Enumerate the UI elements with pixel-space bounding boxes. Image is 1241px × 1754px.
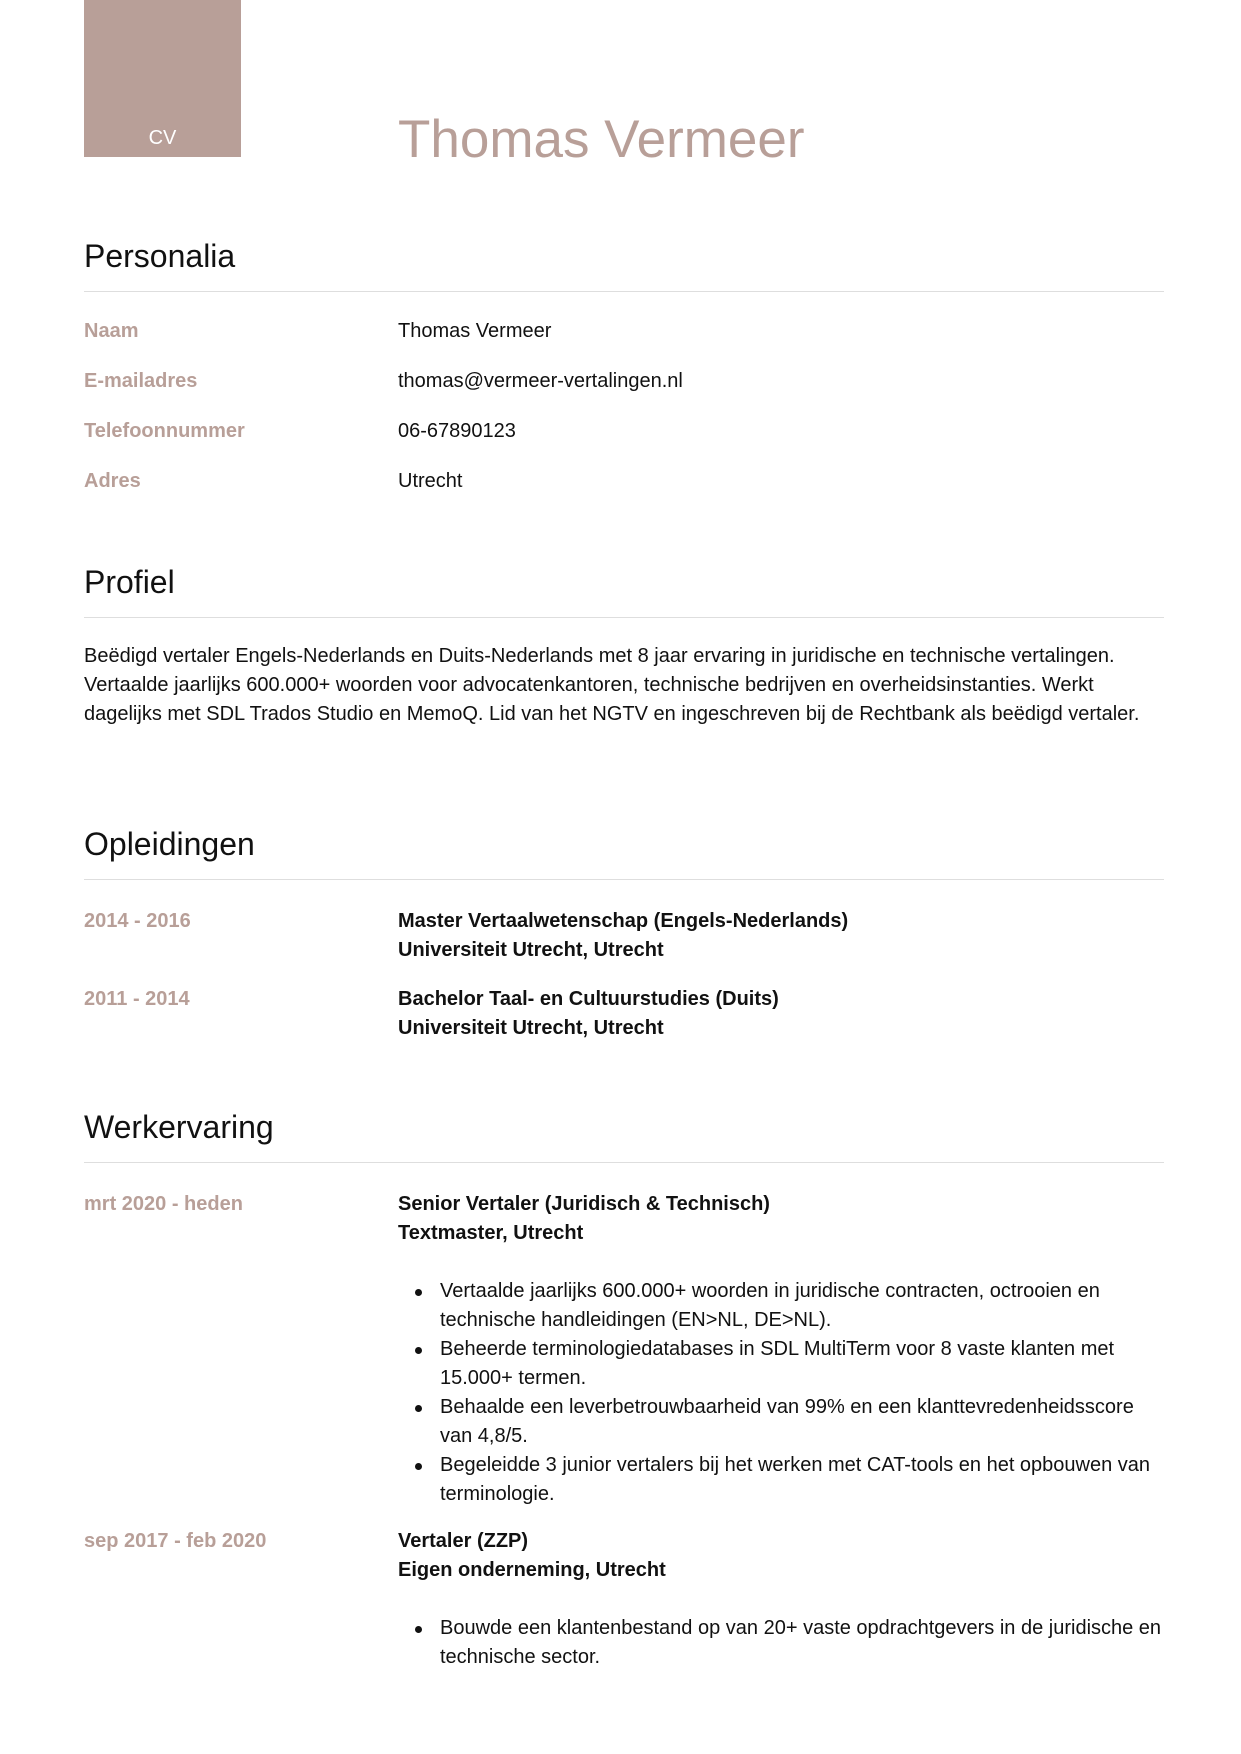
work-bullets [398, 1614, 1164, 1672]
list-item: Behaalde een leverbetrouwbaarheid van 99% en een klanttevredenheidsscore van 4,8/5. [398, 1393, 1164, 1451]
education-period: 2014 - 2016 [84, 910, 191, 932]
field-label: Telefoonnummer [84, 420, 245, 442]
field-value: Utrecht [398, 470, 463, 492]
list-item: Bouwde een klantenbestand op van 20+ vaste opdrachtgevers in de juridische en technische sector. [398, 1614, 1164, 1672]
work-company: Textmaster, Utrecht [398, 1222, 584, 1244]
page-title: Thomas Vermeer [398, 110, 805, 169]
section-title-profiel: Profiel [84, 563, 1164, 618]
education-school: Universiteit Utrecht, Utrecht [398, 1017, 664, 1039]
work-header [398, 1527, 1164, 1585]
work-company: Eigen onderneming, Utrecht [398, 1559, 666, 1581]
field-label: Naam [84, 320, 139, 342]
field-value: thomas@vermeer-vertalingen.nl [398, 370, 683, 392]
work-period: sep 2017 - feb 2020 [84, 1530, 267, 1552]
section-title-werkervaring: Werkervaring [84, 1108, 1164, 1163]
field-label: Adres [84, 470, 141, 492]
section-title-opleidingen: Opleidingen [84, 825, 1164, 880]
education-degree: Bachelor Taal- en Cultuurstudies (Duits) [398, 988, 779, 1010]
section-profiel [84, 563, 1164, 725]
section-personalia [84, 237, 1164, 492]
list-item: Beheerde terminologiedatabases in SDL MultiTerm voor 8 vaste klanten met 15.000+ termen. [398, 1335, 1164, 1393]
education-details [398, 985, 1164, 1043]
work-header [398, 1190, 1164, 1248]
section-title-personalia: Personalia [84, 237, 1164, 292]
cv-badge-label: CV [148, 127, 177, 149]
list-item: Begeleidde 3 junior vertalers bij het werken met CAT-tools en het opbouwen van terminologie. [398, 1451, 1164, 1509]
work-role: Senior Vertaler (Juridisch & Technisch) [398, 1193, 770, 1215]
education-details [398, 907, 1164, 965]
work-bullets [398, 1277, 1164, 1509]
field-label: E-mailadres [84, 370, 198, 392]
work-period: mrt 2020 - heden [84, 1193, 243, 1215]
section-opleidingen [84, 825, 1164, 1039]
education-school: Universiteit Utrecht, Utrecht [398, 939, 664, 961]
work-role: Vertaler (ZZP) [398, 1530, 529, 1552]
profile-text: Beëdigd vertaler Engels-Nederlands en Duits-Nederlands met 8 jaar ervaring in juridische en technische vertalingen. Vertaalde jaarlijks 600.000+ woorden voor advocatenkantoren, technische bedrijven en overheidsinstanties. Werkt dagelijks met SDL Trados Studio en MemoQ. Lid van het NGTV en ingeschreven bij de Rechtbank als beëdigd vertaler. [84, 645, 1140, 725]
education-period: 2011 - 2014 [84, 988, 190, 1010]
field-value: 06-67890123 [398, 420, 516, 442]
list-item: Vertaalde jaarlijks 600.000+ woorden in juridische contracten, octrooien en technische handleidingen (EN>NL, DE>NL). [398, 1277, 1164, 1335]
field-value: Thomas Vermeer [398, 320, 552, 342]
education-degree: Master Vertaalwetenschap (Engels-Nederlands) [398, 910, 849, 932]
cv-badge [84, 0, 241, 157]
section-werkervaring [84, 1108, 1164, 1668]
